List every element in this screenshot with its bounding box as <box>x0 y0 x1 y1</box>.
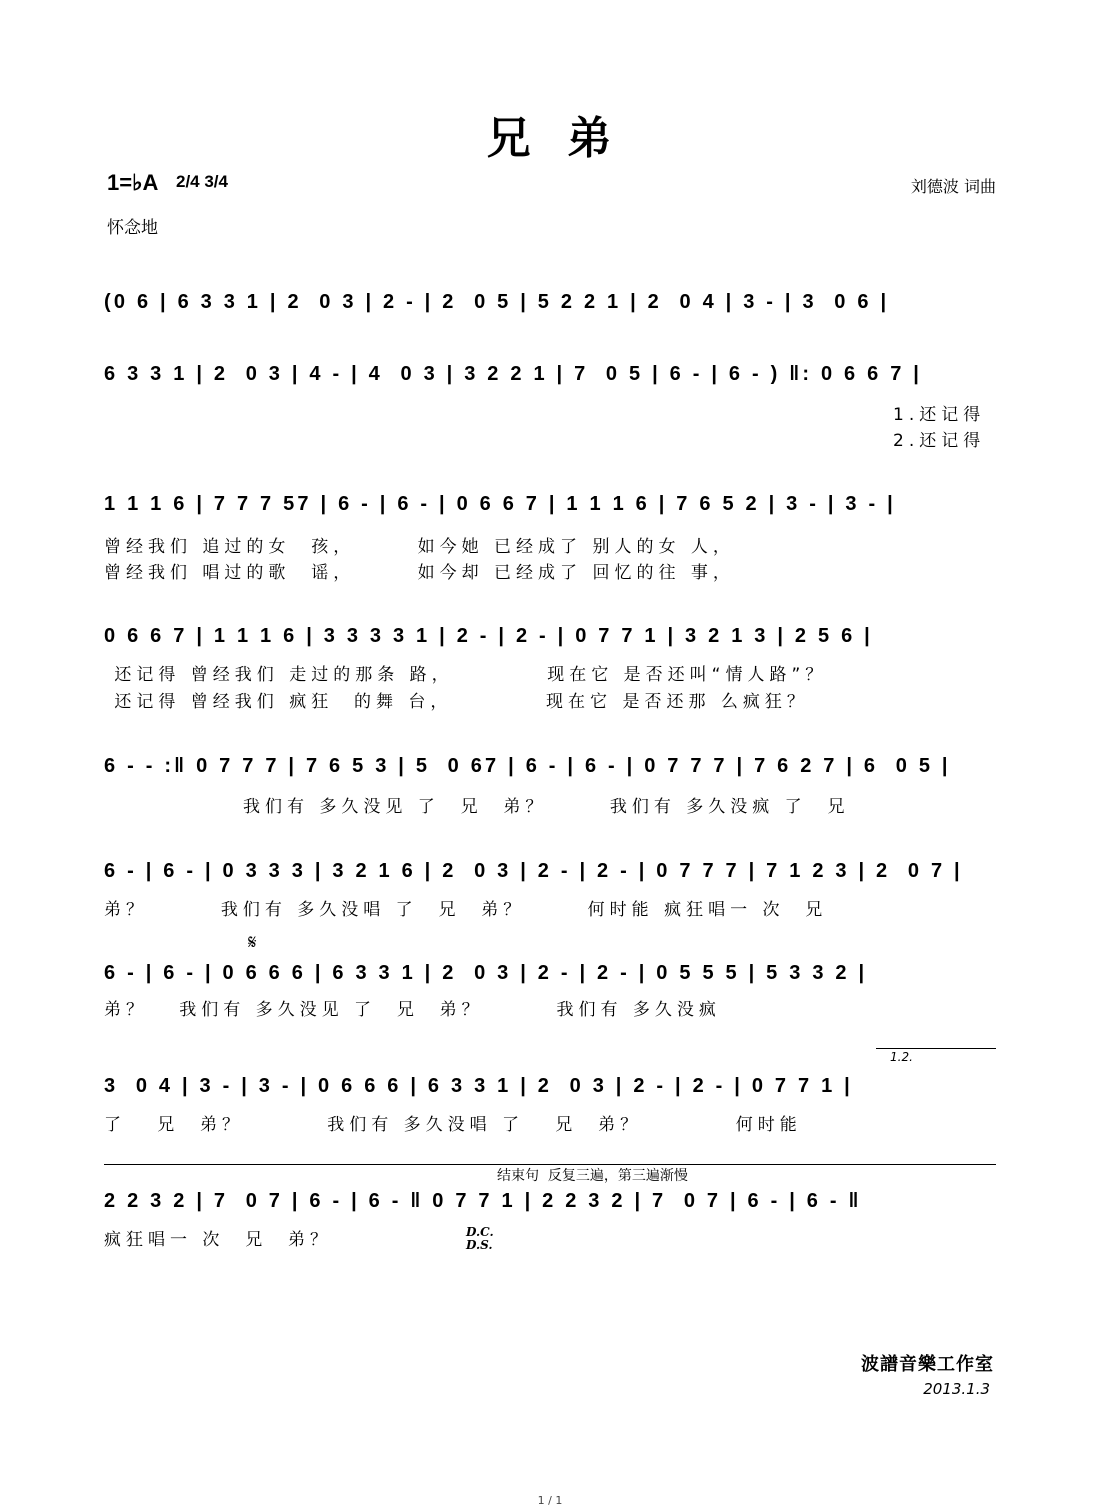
lyric-line-7: 弟？ 我们有 多久没见 了 兄 弟？ 我们有 多久没疯 <box>104 1000 721 1020</box>
segno-sign: 𝄋 <box>248 930 257 954</box>
lyric-line-9: 疯狂唱一 次 兄 弟？ <box>104 1230 333 1250</box>
lyric-line-5: 我们有 多久没见 了 兄 弟？ 我们有 多久没疯 了 兄 <box>243 797 850 817</box>
tempo-marking: 怀念地 <box>107 218 158 238</box>
lyric-line-6: 弟？ 我们有 多久没唱 了 兄 弟？ 何时能 疯狂唱一 次 兄 <box>104 900 828 920</box>
lyric-line-2-verse-1: 1.还记得 <box>893 405 986 425</box>
studio-name: 波譜音樂工作室 <box>861 1354 994 1375</box>
lyric-line-3-verse-1: 曾经我们 追过的女 孩， 如今她 已经成了 别人的女 人， <box>104 537 735 557</box>
score-date: 2013.1.3 <box>923 1380 990 1398</box>
da-capo-mark: D.C. <box>466 1225 494 1239</box>
notation-line-1: (0 6 | 6 3 3 1 | 2 0 3 | 2 - | 2 0 5 | 5 2 2 1 | 2 0 4 | 3 - | 3 0 6 | <box>104 291 890 313</box>
notation-line-2: 6 3 3 1 | 2 0 3 | 4 - | 4 0 3 | 3 2 2 1 | 7 0 5 | 6 - | 6 - ) ‖: 0 6 6 7 | <box>104 363 923 385</box>
song-title: 兄 弟 <box>486 113 614 164</box>
lyric-line-4-verse-2: 还记得 曾经我们 疯狂 的舞 台， 现在它 是否还那 么疯狂？ <box>104 692 809 712</box>
coda-instruction: 结束句 反复三遍，第三遍渐慢 <box>497 1168 688 1184</box>
volta-label: 1.2. <box>890 1050 913 1064</box>
notation-line-6: 6 - | 6 - | 0 3 3 3 | 3 2 1 6 | 2 0 3 | 2 - | 2 - | 0 7 7 7 | 7 1 2 3 | 2 0 7 | <box>104 860 963 882</box>
lyric-line-8: 了 兄 弟？ 我们有 多久没唱 了 兄 弟？ 何时能 <box>104 1115 802 1135</box>
notation-line-4: 0 6 6 7 | 1 1 1 6 | 3 3 3 3 1 | 2 - | 2 - | 0 7 7 1 | 3 2 1 3 | 2 5 6 | <box>104 625 873 647</box>
key-signature: 1=♭A <box>107 170 159 195</box>
notation-line-8: 3 0 4 | 3 - | 3 - | 0 6 6 6 | 6 3 3 1 | 2 0 3 | 2 - | 2 - | 0 7 7 1 | <box>104 1075 853 1097</box>
lyric-line-2-verse-2: 2.还记得 <box>893 431 986 451</box>
page-number: 1 / 1 <box>537 1494 563 1507</box>
lyric-line-4-verse-1: 还记得 曾经我们 走过的那条 路， 现在它 是否还叫“情人路”？ <box>104 665 828 685</box>
dal-segno-mark: D.S. <box>466 1238 493 1252</box>
notation-line-7: 6 - | 6 - | 0 6 6 6 | 6 3 3 1 | 2 0 3 | 2 - | 2 - | 0 5 5 5 | 5 3 3 2 | <box>104 962 868 984</box>
author-credit: 刘德波 词曲 <box>910 177 996 196</box>
volta-bracket <box>876 1048 996 1049</box>
notation-line-3: 1 1 1 6 | 7 7 7 57 | 6 - | 6 - | 0 6 6 7 | 1 1 1 6 | 7 6 5 2 | 3 - | 3 - | <box>104 493 896 515</box>
lyric-line-3-verse-2: 曾经我们 唱过的歌 谣， 如今却 已经成了 回忆的往 事， <box>104 563 735 583</box>
notation-line-9: 2 2 3 2 | 7 0 7 | 6 - | 6 - ‖ 0 7 7 1 | 2 2 3 2 | 7 0 7 | 6 - | 6 - ‖ <box>104 1190 862 1212</box>
time-signature: 2/4 3/4 <box>176 172 228 191</box>
notation-line-5: 6 - - :‖ 0 7 7 7 | 7 6 5 3 | 5 0 67 | 6 - | 6 - | 0 7 7 7 | 7 6 2 7 | 6 0 5 | <box>104 755 951 777</box>
